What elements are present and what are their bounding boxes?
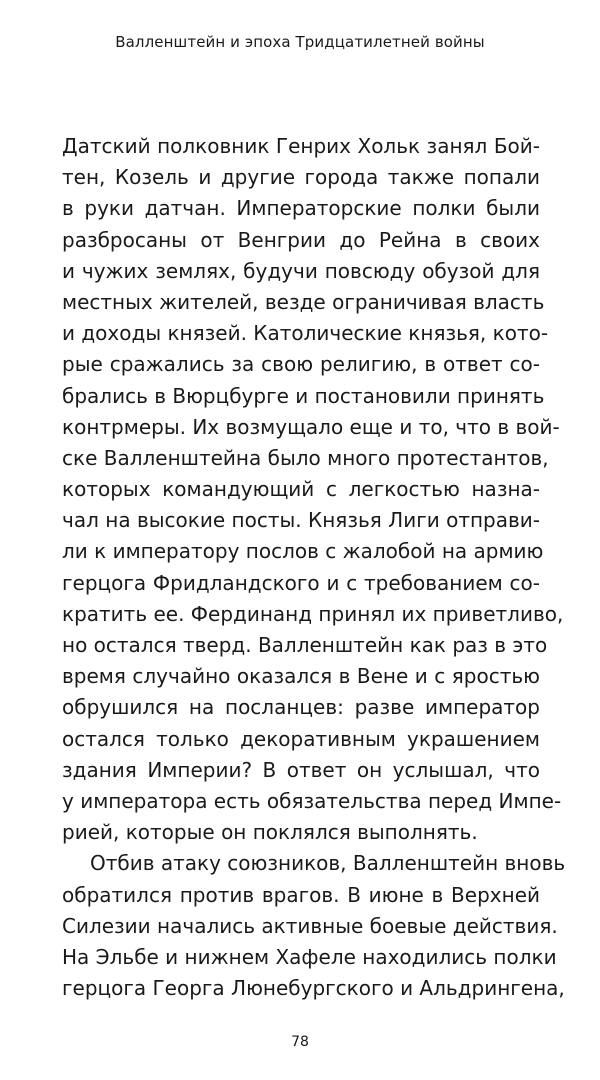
text-line: и чужих землях, будучи повсюду обузой для [62,258,540,283]
text-line: которых командующий с легкостью назна- [62,477,540,502]
text-line: время случайно оказался в Вене и с яростью [62,664,540,689]
body-text [62,131,566,1004]
text-line: в руки датчан. Императорские полки были [62,196,540,221]
text-line: ли к императору послов с жалобой на армию [62,539,544,564]
text-line: местных жителей, везде ограничивая власть [62,289,545,314]
text-line: обрушился на посланцев: разве император [62,695,540,720]
text-line: ске Валленштейна было много протестантов, [62,445,549,470]
text-line: рией, которые он поклялся выполнять. [62,820,478,845]
text-line: На Эльбе и нижнем Хафеле находились полки [62,944,557,969]
text-line: чал на высокие посты. Князья Лиги отправи- [62,508,540,533]
text-line: остался только декоративным украшением [62,726,540,751]
text-line: Отбив атаку союзников, Валленштейн вновь [90,851,566,876]
text-line: но остался тверд. Валленштейн как раз в это [62,633,548,657]
text-line: герцога Фридландского и с требованием со- [62,570,540,595]
text-line: у императора есть обязательства перед Импе- [62,788,562,813]
text-line: кратить ее. Фердинанд принял их приветливо, [62,601,564,626]
text-line: тен, Козель и другие города также попали [62,165,540,190]
text-line: контрмеры. Их возмущало еще и то, что в вой- [62,414,560,439]
text-line: и доходы князей. Католические князья, кото- [62,321,549,346]
text-line: Силезии начались активные боевые действия. [62,913,558,938]
text-line: герцога Георга Люнебургского и Альдрингена, [62,976,565,1001]
text-line: разбросаны от Венгрии до Рейна в своих [62,227,540,252]
running-title: Валленштейн и эпоха Тридцатилетней войны [115,33,485,51]
text-line: обратился против врагов. В июне в Верхней [62,882,540,907]
text-line: брались в Вюрцбурге и постановили принять [62,383,545,408]
text-line: Датский полковник Генрих Хольк занял Бой- [62,134,540,158]
page-number: 78 [291,1034,309,1050]
text-line: здания Империи? В ответ он услышал, что [62,757,540,782]
text-line: рые сражались за свою религию, в ответ со- [62,352,540,377]
